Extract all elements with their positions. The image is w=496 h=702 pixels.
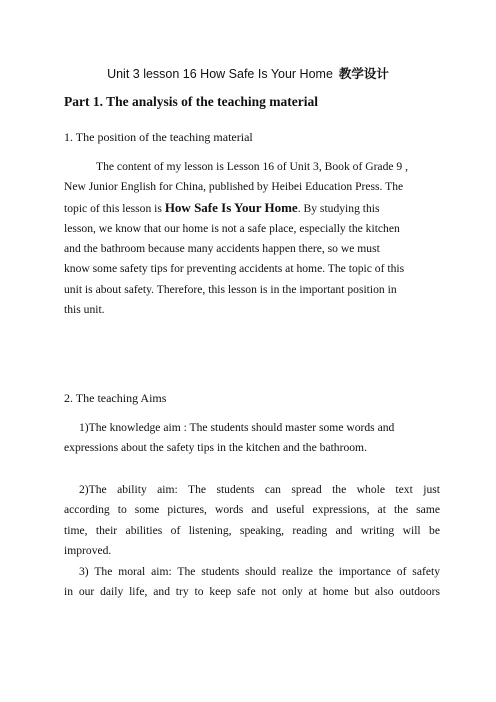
paragraph-line: this unit. [64,303,105,317]
paragraph-line: lesson, we know that our home is not a safe place, especially the kitchen [64,221,400,235]
paragraph-line: The content of my lesson is Lesson 16 of Unit 3, Book of Grade 9 , [96,160,409,173]
knowledge-aim [64,418,440,459]
paragraph-line [64,198,440,219]
document-title [0,66,496,82]
title-english: Unit 3 lesson 16 How Safe Is Your Home [107,67,333,81]
paragraph-line: 2)The ability aim: The students can spread the whole text just [79,483,440,496]
paragraph-line: time, their abilities of listening, speaking, reading and writing will be [64,523,440,537]
section1-heading: 1. The position of the teaching material [64,130,253,144]
lesson-title-emphasis: How Safe Is Your Home [164,199,298,215]
paragraph-line: in our daily life, and try to keep safe not only at home but also outdoors [64,585,440,599]
paragraph-line: 3) The moral aim: The students should realize the importance of safety [79,565,440,578]
line-suffix: . By studying this [297,201,380,215]
moral-aim [64,562,440,603]
part1-heading: Part 1. The analysis of the teaching material [64,94,318,109]
paragraph-line: and the bathroom because many accidents happen there, so we must [64,242,380,256]
paragraph-line: according to some pictures, words and useful expressions, at the same [64,503,440,517]
section2-heading: 2. The teaching Aims [64,391,167,405]
title-chinese: 教学设计 [338,67,389,81]
paragraph-line: know some safety tips for preventing accidents at home. The topic of this [64,262,405,276]
paragraph-line: unit is about safety. Therefore, this lesson is in the important position in [64,282,397,296]
paragraph-line: New Junior English for China, published by Heibei Education Press. The [64,180,404,194]
section1-paragraph [64,157,440,320]
paragraph-line: expressions about the safety tips in the kitchen and the bathroom. [64,441,367,455]
paragraph-line: improved. [64,543,112,557]
line-prefix: topic of this lesson is [64,201,165,215]
paragraph-line: 1)The knowledge aim : The students should master some words and [79,421,395,434]
ability-aim [64,480,440,561]
